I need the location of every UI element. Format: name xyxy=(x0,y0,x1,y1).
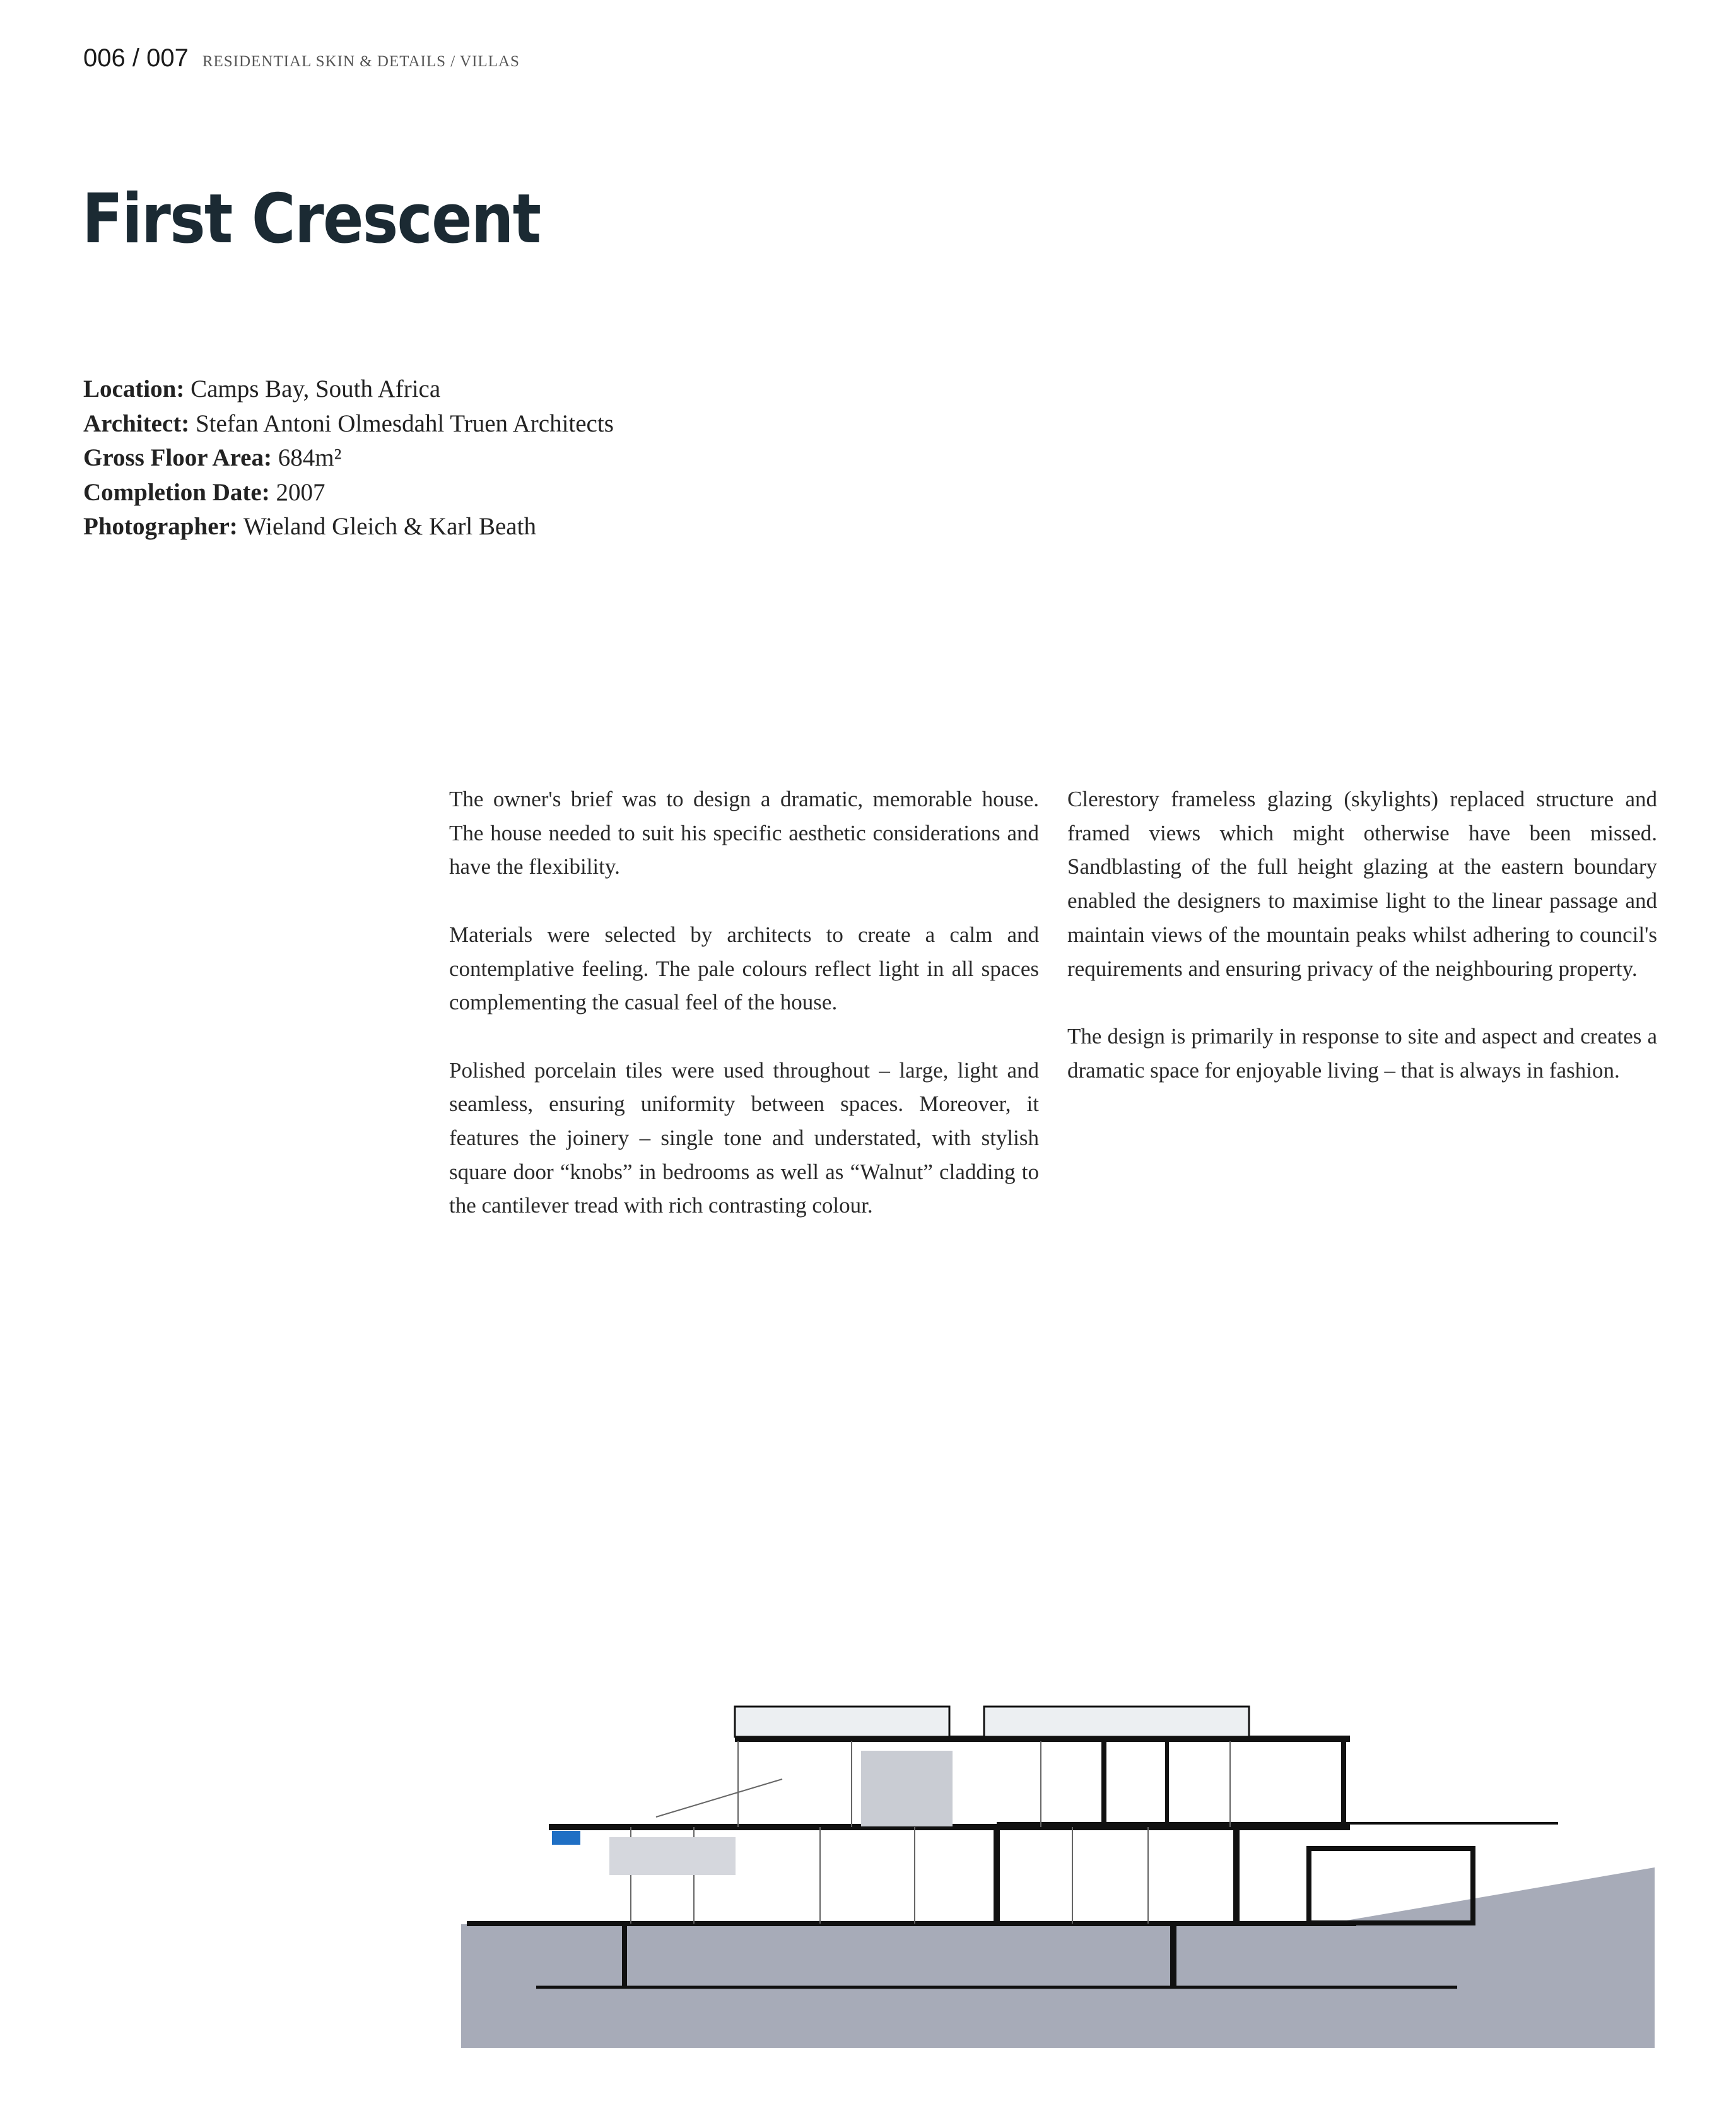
paragraph: Polished porcelain tiles were used throughout – large, light and seamless, ensuring uniformity between spaces. Moreover, it features the joinery – single tone and understated, with stylish square door “knobs” in bedrooms as well as “Walnut” cladding to the cantilever tread with rich contrasting colour. xyxy=(449,1057,1039,1218)
info-value: 2007 xyxy=(276,478,326,506)
info-label: Location: xyxy=(83,375,185,403)
info-value: 684m² xyxy=(278,444,342,471)
info-value: Wieland Gleich & Karl Beath xyxy=(243,513,536,540)
paragraph: Clerestory frameless glazing (skylights) replaced structure and framed views which might otherwise have been missed. Sandblasting of the full height glazing at the eastern boundary enabled the designers to maximise light to the linear passage and maintain views of the mountain peaks whilst adhering to council's requirements and ensuring privacy of the neighbouring property. xyxy=(1067,787,1657,981)
info-value: Stefan Antoni Olmesdahl Truen Architects xyxy=(195,409,614,437)
info-label: Architect: xyxy=(83,409,190,437)
info-label: Gross Floor Area: xyxy=(83,444,272,471)
paragraph: The owner's brief was to design a dramatic, memorable house. The house needed to suit his specific aesthetic considerations and have the flexibility. xyxy=(449,787,1039,879)
page-numbers: 006 / 007 xyxy=(83,44,189,72)
pool xyxy=(552,1831,580,1845)
ground xyxy=(461,1867,1655,2048)
project-title: First Crescent xyxy=(82,180,541,259)
section-title: RESIDENTIAL SKIN & DETAILS / VILLAS xyxy=(202,53,520,70)
info-label: Completion Date: xyxy=(83,478,270,506)
info-value: Camps Bay, South Africa xyxy=(191,375,441,403)
info-label: Photographer: xyxy=(83,513,238,540)
paragraph: Materials were selected by architects to create a calm and contemplative feeling. The pale colours reflect light in all spaces complementing the casual feel of the house. xyxy=(449,922,1039,1015)
paragraph: The design is primarily in response to site and aspect and creates a dramatic space for enjoyable living – that is always in fashion. xyxy=(1067,1023,1657,1083)
